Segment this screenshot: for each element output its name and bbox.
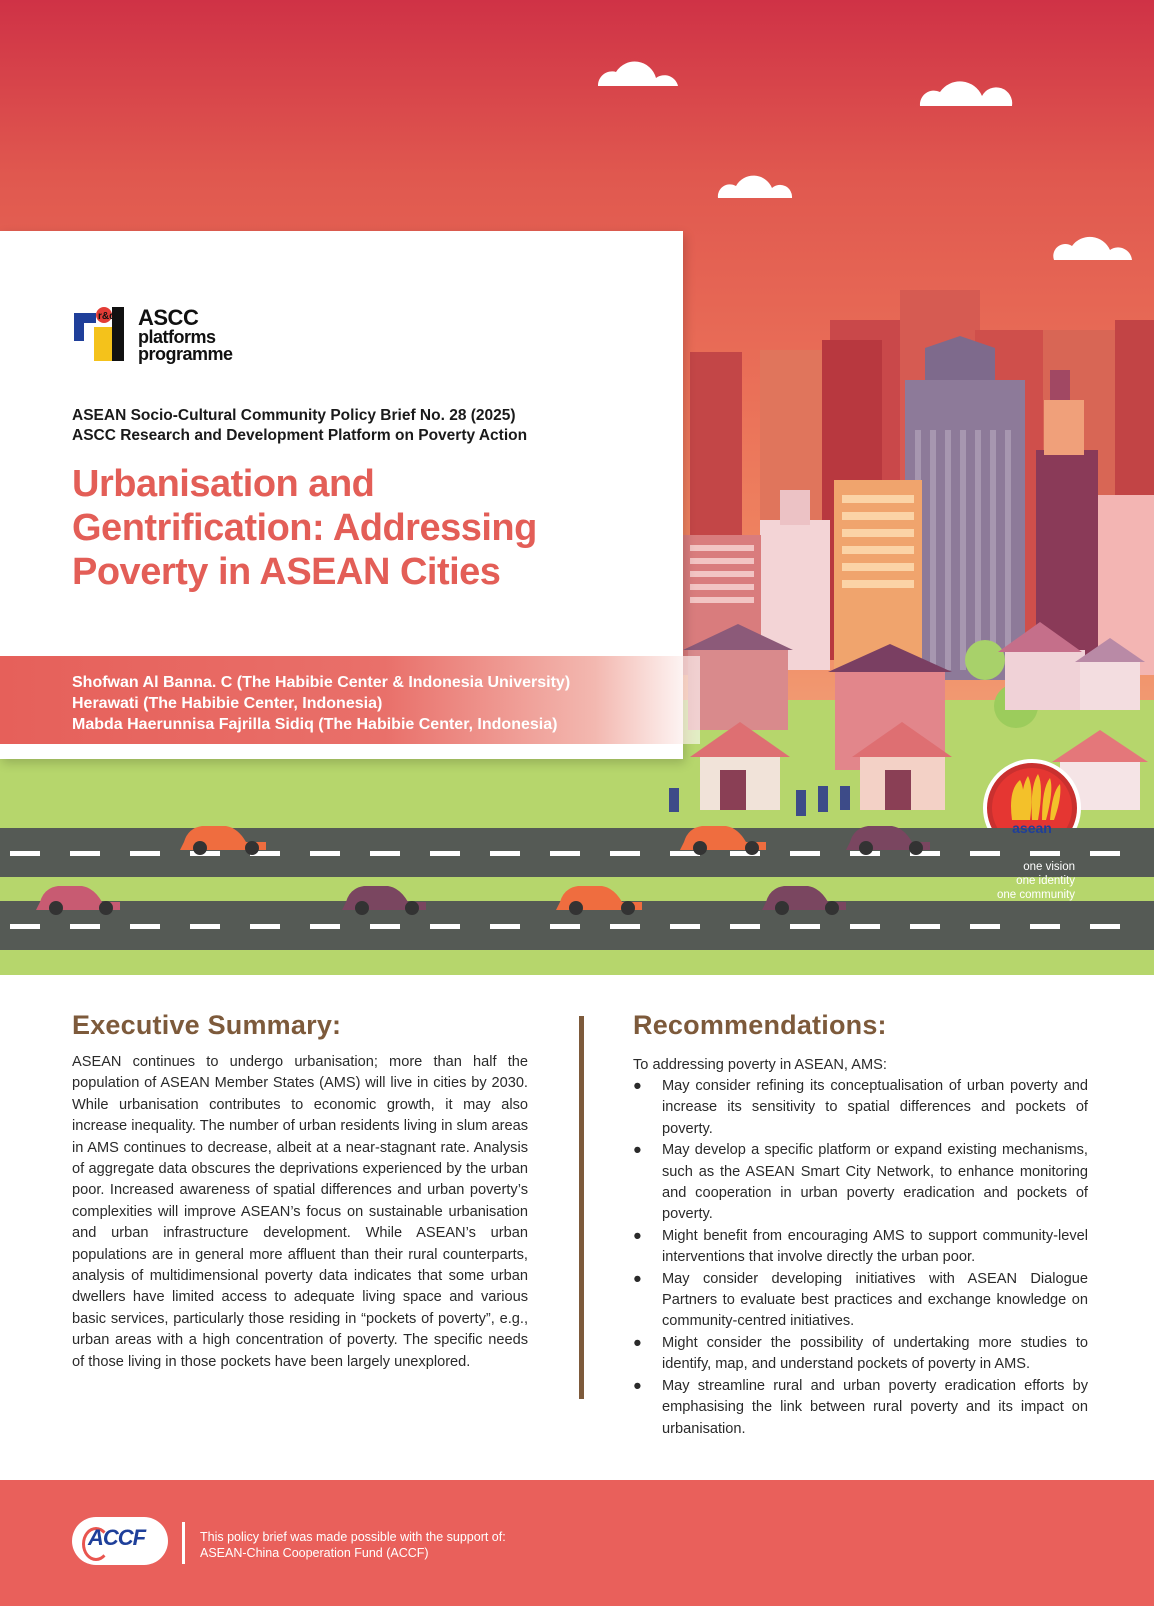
executive-summary-heading: Executive Summary:: [72, 1010, 342, 1040]
recommendations-list: [633, 1076, 1088, 1440]
accf-logo-icon: ACCF: [72, 1517, 168, 1565]
list-item: ● Might consider the possibility of undertaking more studies to identify, map, and understand pockets of poverty in AMS.: [633, 1334, 1088, 1373]
author: Shofwan Al Banna. C (The Habibie Center & Indonesia University): [72, 674, 571, 691]
asean-emblem-label: asean: [1012, 820, 1052, 836]
author: Herawati (The Habibie Center, Indonesia): [72, 695, 383, 712]
skyline: [683, 290, 1154, 680]
bullet-icon: ●: [633, 1142, 642, 1159]
bullet-icon: ●: [633, 1078, 642, 1094]
ascc-platforms-logo-text: ASCC platforms programme: [138, 305, 233, 364]
author: Mabda Haerunnisa Fajrilla Sidiq (The Habibie Center, Indonesia): [72, 716, 558, 733]
recommendations-intro: To addressing poverty in ASEAN, AMS:: [633, 1057, 887, 1073]
footer: [0, 1480, 1154, 1606]
list-item: ● May streamline rural and urban poverty eradication efforts by emphasising the link between rural poverty and its impact on urbanisation.: [633, 1377, 1088, 1437]
footer-credit: This policy brief was made possible with the support of: ASEAN-China Cooperation Fund (ACCF): [200, 1530, 506, 1560]
list-item: ● May develop a specific platform or expand existing mechanisms, such as the ASEAN Smart City Network, to enhance monitoring and cooperation in urban poverty eradication and pockets of poverty.: [633, 1142, 1088, 1223]
bullet-icon: ●: [633, 1334, 642, 1351]
bullet-icon: ●: [633, 1270, 642, 1287]
executive-summary-body: ASEAN continues to undergo urbanisation; more than half the population of ASEAN Member States (AMS) will live in cities by 2030. While urbanisation contributes to economic growth, it may also increase inequality. The number of urban residents living in slum areas in AMS continues to decrease, albeit at a near-stagnant rate. Analysis of aggregate data obscures the deprivations experienced by the urban poor. Increased awareness of spatial differences and urban poverty’s complexities will improve ASEAN’s focus on sustainable urbanisation and urban infrastructure development. While ASEAN’s urban populations are in general more affluent than their rural counterparts, analysis of multidimensional poverty data indicates that some urban dwellers have limited access to adequate living space and various basic services, particularly those residing in “pockets of poverty”, e.g., urban areas with a high concentration of poverty. The specific needs of those living in those pockets have been largely unexplored.: [72, 1054, 528, 1370]
svg-text:r&d: r&d: [98, 311, 116, 322]
list-item: ● Might benefit from encouraging AMS to support community-level interventions that involve directly the urban poor.: [633, 1227, 1088, 1266]
asean-tagline: one vision one identity one community: [997, 861, 1075, 901]
list-item: ● May consider developing initiatives with ASEAN Dialogue Partners to evaluate best practices and exchange knowledge on community-centred initiatives.: [633, 1270, 1088, 1330]
footer-separator: [182, 1522, 185, 1564]
bullet-icon: ●: [633, 1377, 642, 1394]
series-info: ASEAN Socio-Cultural Community Policy Brief No. 28 (2025) ASCC Research and Development Platform on Poverty Action: [72, 407, 528, 444]
page-title: Urbanisation and Gentrification: Addressing Poverty in ASEAN Cities: [72, 463, 537, 593]
author-list: [72, 672, 570, 735]
bullet-icon: ●: [633, 1227, 642, 1244]
list-item: ● May consider refining its conceptualisation of urban poverty and increase its sensitivity to spatial differences and pockets of poverty.: [633, 1078, 1088, 1137]
column-divider: [579, 1016, 584, 1399]
recommendations-heading: Recommendations:: [633, 1010, 887, 1040]
